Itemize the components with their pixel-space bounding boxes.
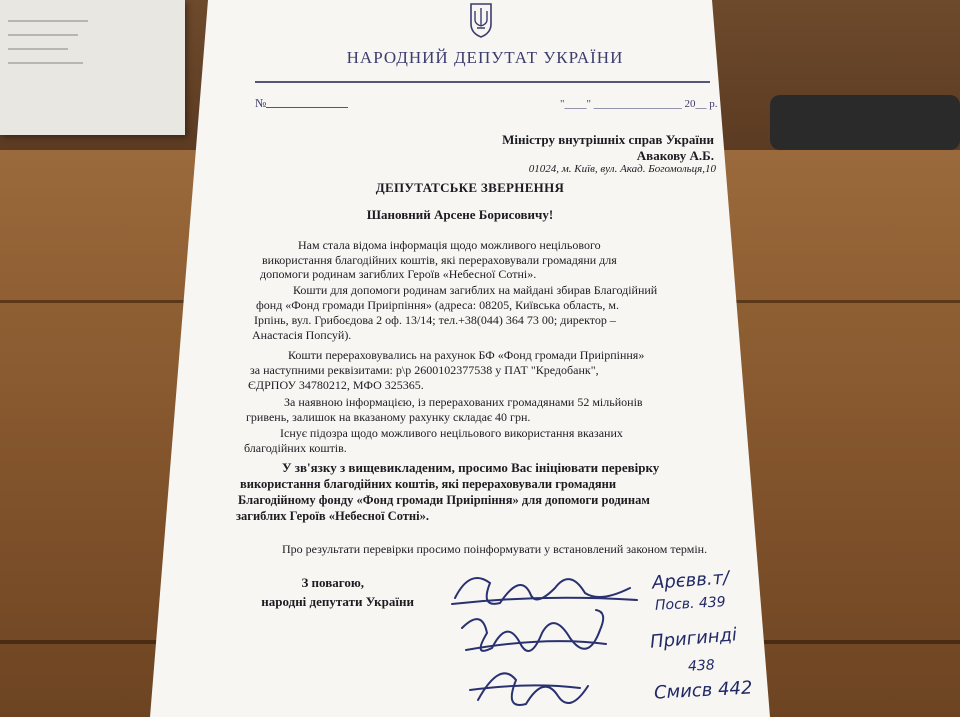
paragraph-5-line-2: благодійних коштів. — [244, 441, 347, 455]
paragraph-6-line-2: використання благодійних коштів, які перераховували громадяни — [240, 477, 617, 491]
paragraph-4-line-1: За наявною інформацією, із перерахованих громадянами 52 мільйонів — [284, 395, 643, 409]
paragraph-2-line-3: Ірпінь, вул. Грибоєдова 2 оф. 13/14; тел.+38(044) 364 73 00; директор – — [254, 313, 616, 327]
paragraph-3-line-2: за наступними реквізитами: р\р 2600102377538 у ПАТ "Кредобанк", — [250, 363, 599, 377]
signature-1-underline — [452, 598, 637, 604]
coat-of-arms-icon — [468, 2, 494, 38]
addressee-address: 01024, м. Київ, вул. Акад. Богомольця,10 — [528, 163, 716, 175]
paragraph-4-line-2: гривень, залишок на вказаному рахунку складає 40 грн. — [246, 410, 531, 424]
signature-3-underline — [470, 685, 580, 690]
closing-regards: З повагою, — [301, 575, 364, 590]
paragraph-1-line-3: допомоги родинам загиблих Героїв «Небесної Сотні». — [260, 267, 537, 281]
paragraph-7-line-1: Про результати перевірки просимо поінформувати у встановлений законом термін. — [282, 542, 708, 556]
signature-2-underline — [466, 641, 606, 650]
header-title: НАРОДНИЙ ДЕПУТАТ УКРАЇНИ — [346, 48, 624, 67]
addressee-line-1: Міністру внутрішніх справ України — [502, 132, 714, 147]
signature-2 — [462, 610, 603, 651]
paragraph-3-line-3: ЄДРПОУ 34780212, МФО 325365. — [248, 378, 424, 392]
paragraph-1-line-1: Нам стала відома інформація щодо можливого нецільового — [298, 238, 601, 252]
paragraph-5-line-1: Існує підозра щодо можливого нецільового використання вказаних — [280, 426, 623, 440]
handwritten-note-1: Арєвв.т/ — [651, 567, 730, 594]
addressee-line-2: Авакову А.Б. — [636, 148, 714, 163]
handwritten-note-4: 438 — [687, 657, 716, 675]
paragraph-6-line-1: У зв'язку з вищевикладеним, просимо Вас ініціювати перевірку — [282, 460, 660, 475]
paragraph-2-line-4: Анастасія Попсуй). — [252, 328, 352, 342]
signature-3 — [478, 673, 588, 705]
header-divider — [255, 81, 710, 83]
greeting: Шановний Арсене Борисовичу! — [366, 207, 554, 222]
signature-1 — [455, 578, 630, 604]
date-field: "____" ________________ 20__ р. — [560, 98, 718, 110]
closing-signatories: народні депутати України — [261, 594, 414, 609]
paragraph-6-line-4: загиблих Героїв «Небесної Сотні». — [236, 509, 429, 523]
handwritten-note-3: Пригинді — [649, 624, 738, 653]
document-title: ДЕПУТАТСЬКЕ ЗВЕРНЕННЯ — [375, 180, 565, 195]
paragraph-1-line-2: використання благодійних коштів, які перераховували громадяни для — [262, 253, 617, 267]
number-field-line — [266, 107, 348, 108]
paragraph-2-line-2: фонд «Фонд громади Приірпіння» (адреса: 08205, Київська область, м. — [256, 298, 619, 312]
handwritten-note-2: Посв. 439 — [654, 594, 727, 614]
paragraph-3-line-1: Кошти перераховувались на рахунок БФ «Фонд громади Приірпіння» — [288, 348, 645, 362]
handwritten-note-5: Смисв 442 — [653, 677, 753, 704]
number-label: № — [255, 96, 267, 110]
paragraph-2-line-1: Кошти для допомоги родинам загиблих на майдані збирав Благодійний — [293, 283, 658, 297]
paragraph-6-line-3: Благодійному фонду «Фонд громади Приірпіння» для допомоги родинам — [238, 493, 650, 507]
